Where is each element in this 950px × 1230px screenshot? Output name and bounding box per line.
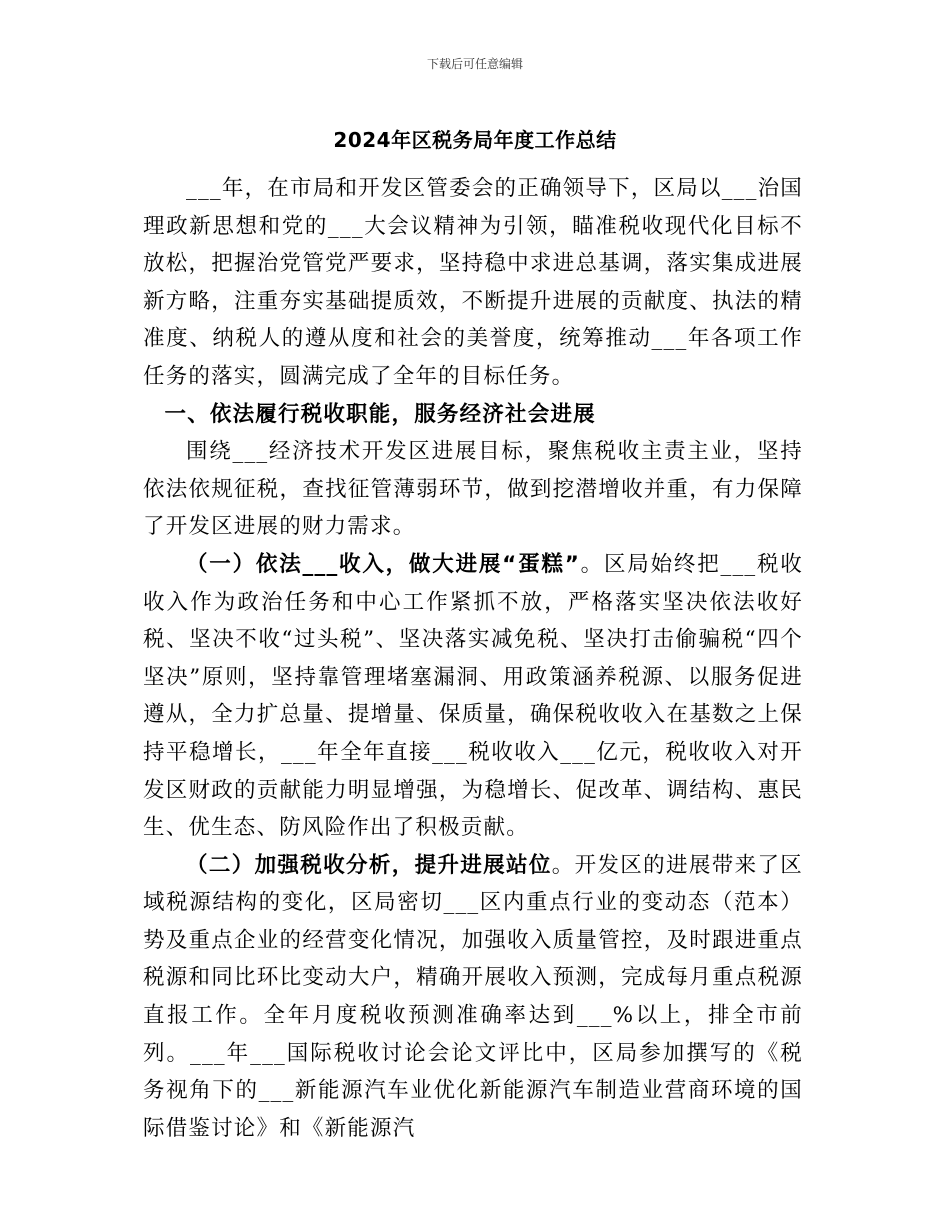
document-title: 2024年区税务局年度工作总结 [333, 128, 617, 152]
header-note: 下载后可任意编辑 [426, 57, 523, 71]
section-intro-paragraph: 围绕___经济技术开发区进展目标，聚焦税收主责主业，坚持依法依规征税，查找征管薄弱环节，做到挖潜增收并重，有力保障了开发区进展的财力需求。 [143, 439, 803, 540]
item-lead-2: （二）加强税收分析，提升进展站位 [186, 852, 552, 878]
intro-paragraph: ___年，在市局和开发区管委会的正确领导下，区局以___治国理政新思想和党的___大会议精神为引领，瞄准税收现代化目标不放松，把握治党管党严要求，坚持稳中求进总基调，落实集成进展新方略，注重夯实基础提质效，不断提升进展的贡献度、执法的精准度、纳税人的遵从度和社会的美誉度，统筹推动___年各项工作任务的落实，圆满完成了全年的目标任务。 [143, 176, 803, 389]
item-paragraph-1 [143, 546, 803, 847]
item-paragraph-2 [143, 847, 803, 1148]
item-text-1: 。区局始终把___税收收入作为政治任务和中心工作紧抓不放，严格落实坚决依法收好税、坚决不收“过头税”、坚决落实减免税、坚决打击偷骗税“四个坚决”原则，坚持靠管理堵塞漏洞、用政策涵养税源、以服务促进遵从，全力扩总量、提增量、保质量，确保税收收入在基数之上保持平稳增长，___年全年直接___税收收入___亿元，税收收入对开发区财政的贡献能力明显增强，为稳增长、促改革、调结构、惠民生、优生态、防风险作出了积极贡献。 [143, 551, 803, 841]
section-heading: 一、依法履行税收职能，服务经济社会进展 [164, 401, 596, 427]
document-body [143, 170, 803, 1147]
item-lead-1: （一）依法___收入，做大进展“蛋糕” [186, 551, 581, 577]
item-text-2: 。开发区的进展带来了区域税源结构的变化，区局密切___区内重点行业的变动态（范本）势及重点企业的经营变化情况，加强收入质量管控，及时跟进重点税源和同比环比变动大户，精确开展收入预测，完成每月重点税源直报工作。全年月度税收预测准确率达到___%以上，排全市前列。___年___国际税收讨论会论文评比中，区局参加撰写的《税务视角下的___新能源汽车业优化新能源汽车制造业营商环境的国际借鉴讨论》和《新能源汽 [143, 852, 804, 1141]
